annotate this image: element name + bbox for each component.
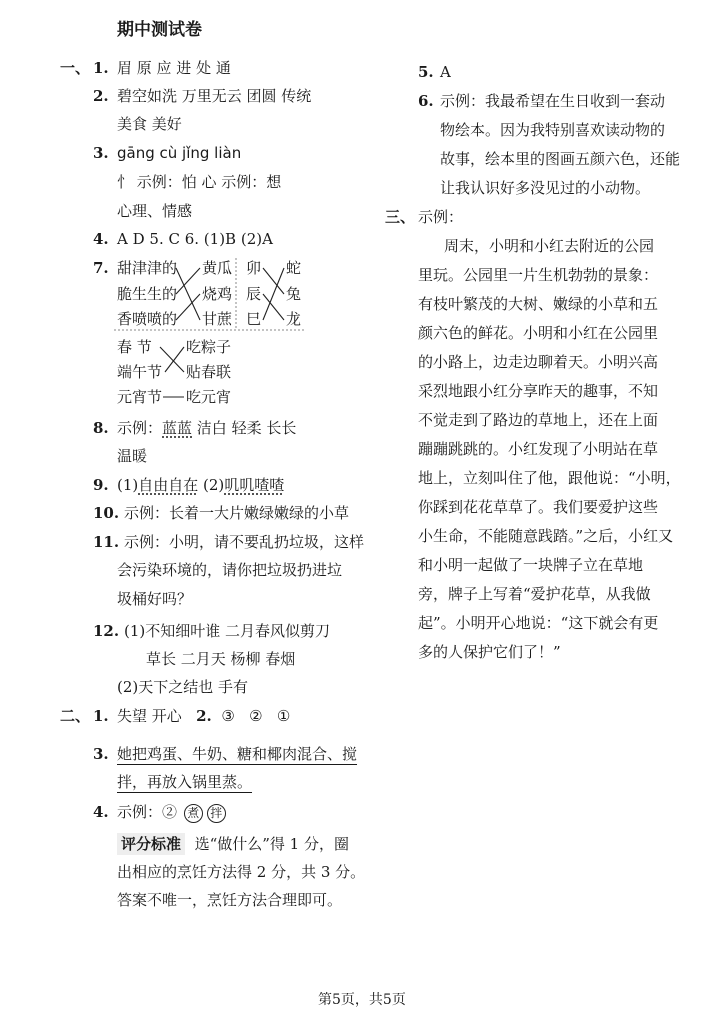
q11-number: 11. bbox=[93, 533, 120, 551]
match-line bbox=[176, 268, 200, 320]
q12-answer-line3: (2)天下之结也 手有 bbox=[117, 678, 249, 696]
q2-number: 2. bbox=[93, 87, 109, 105]
q7-right-item: 黄瓜 bbox=[202, 259, 233, 277]
q10-answer: 示例：长着一大片嫩绿嫩绿的小草 bbox=[124, 504, 350, 522]
q7-zodiac-left: 卯 bbox=[246, 259, 262, 277]
q8-answer: 示例：蓝蓝 洁白 轻柔 长长 bbox=[117, 419, 297, 437]
q8-number: 8. bbox=[93, 419, 109, 437]
q11-answer-line1: 示例：小明，请不要乱扔垃圾，这样 bbox=[124, 533, 365, 551]
grading-criteria-line3: 答案不唯一，烹饪方法合理即可。 bbox=[117, 891, 343, 909]
match-line bbox=[263, 294, 284, 320]
page-footer: 第5页，共5页 bbox=[318, 992, 406, 1008]
essay-line: 旁，牌子上写着“爱护花草，从我做 bbox=[418, 585, 651, 603]
q12-answer-line2: 草长 二月天 杨柳 春烟 bbox=[146, 650, 296, 668]
section-marker-3: 三、 bbox=[385, 208, 416, 226]
section-marker-2: 二、 bbox=[60, 707, 91, 725]
q7-left-item: 甜津津的 bbox=[117, 259, 178, 277]
s2-q4-number: 4. bbox=[93, 803, 109, 821]
q5-answer: A bbox=[440, 63, 451, 81]
q2-answer-line2: 美食 美好 bbox=[117, 115, 182, 133]
q7-festival-left: 端午节 bbox=[117, 363, 163, 381]
q7-festival-right: 吃元宵 bbox=[186, 388, 232, 406]
q6-number: 6. bbox=[418, 92, 434, 110]
essay-line: 多的人保护它们了！” bbox=[418, 643, 561, 661]
q9-number: 9. bbox=[93, 476, 109, 494]
essay-line: 不觉走到了路边的草地上，还在上面 bbox=[418, 411, 659, 429]
essay-line: 小生命，不能随意践踏。”之后，小红又 bbox=[418, 527, 674, 545]
essay-line: 周末，小明和小红去附近的公园 bbox=[444, 237, 655, 255]
essay-line: 里玩。公园里一片生机勃勃的景象： bbox=[418, 266, 659, 284]
essay-line: 的小路上，边走边聊着天。小明兴高 bbox=[418, 353, 659, 371]
q12-answer-line1: (1)不知细叶谁 二月春风似剪刀 bbox=[124, 622, 331, 640]
essay-line: 地上，立刻叫住了他，跟他说：“小明， bbox=[418, 469, 681, 487]
s2-q4-answer: 示例：② 煮 拌 bbox=[117, 802, 228, 823]
match-line bbox=[263, 268, 284, 320]
q7-zodiac-right: 蛇 bbox=[286, 259, 302, 277]
q3-pinyin: gāng cù jǐng liàn bbox=[117, 144, 242, 162]
grading-criteria-line1: 评分标准 选“做什么”得 1 分，圈 bbox=[117, 834, 349, 854]
essay-line: 和小明一起做了一块牌子立在草地 bbox=[418, 556, 644, 574]
q3-answer-line2: 忄 示例：怕 心 示例：想 bbox=[117, 173, 282, 191]
s2-q3-answer-line2: 拌，再放入锅里蒸。 bbox=[117, 773, 253, 791]
q6-answer-line1: 示例：我最希望在生日收到一套动 bbox=[440, 92, 666, 110]
q6-answer-line3: 故事，绘本里的图画五颜六色，还能 bbox=[440, 150, 681, 168]
s2-q1-number: 1. bbox=[93, 707, 109, 725]
match-line bbox=[263, 268, 284, 294]
q1-number: 1. bbox=[93, 59, 109, 77]
q9-answer: (1)自由自在 (2)叽叽喳喳 bbox=[117, 476, 285, 494]
section-marker-1: 一、 bbox=[60, 59, 91, 77]
q7-zodiac-right: 兔 bbox=[286, 285, 302, 303]
q7-festival-right: 吃粽子 bbox=[186, 338, 232, 356]
q7-right-item: 烧鸡 bbox=[202, 285, 233, 303]
q5-number: 5. bbox=[418, 63, 434, 81]
q7-festival-left: 春 节 bbox=[117, 338, 152, 356]
s3-label: 示例： bbox=[418, 208, 464, 226]
s2-q3-number: 3. bbox=[93, 745, 109, 763]
essay-line: 蹦蹦跳跳的。小红发现了小明站在草 bbox=[418, 440, 659, 458]
q7-festival-left: 元宵节 bbox=[117, 388, 163, 406]
q7-zodiac-right: 龙 bbox=[286, 310, 302, 328]
q7-number: 7. bbox=[93, 259, 109, 277]
q2-answer-line1: 碧空如洗 万里无云 团圆 传统 bbox=[117, 87, 312, 105]
q4-number: 4. bbox=[93, 230, 109, 248]
q10-number: 10. bbox=[93, 504, 120, 522]
q3-answer-line3: 心理、情感 bbox=[117, 202, 193, 220]
q4-answer: A D 5. C 6. (1)B (2)A bbox=[117, 230, 273, 248]
s2-q3-answer-line1: 她把鸡蛋、牛奶、糖和椰肉混合、搅 bbox=[117, 745, 358, 763]
q7-left-item: 香喷喷的 bbox=[117, 310, 178, 328]
essay-line: 你踩到花花草草了。我们要爱护这些 bbox=[418, 498, 659, 516]
q12-number: 12. bbox=[93, 622, 120, 640]
circled-answer: 拌 bbox=[207, 804, 226, 823]
q8-answer-line2: 温暖 bbox=[117, 447, 148, 465]
essay-line: 起”。小明开心地说：“这下就会有更 bbox=[418, 614, 659, 632]
grading-label: 评分标准 bbox=[117, 833, 185, 855]
q1-answer: 眉 原 应 进 处 通 bbox=[117, 59, 231, 77]
q11-answer-line3: 圾桶好吗？ bbox=[117, 590, 193, 608]
circled-answer: 煮 bbox=[184, 804, 203, 823]
q7-zodiac-left: 辰 bbox=[246, 285, 262, 303]
q6-answer-line4: 让我认识好多没见过的小动物。 bbox=[440, 179, 651, 197]
q7-left-item: 脆生生的 bbox=[117, 285, 178, 303]
essay-line: 颜六色的鲜花。小明和小红在公园里 bbox=[418, 324, 659, 342]
essay-line: 有枝叶繁茂的大树、嫩绿的小草和五 bbox=[418, 295, 659, 313]
q7-right-item: 甘蔗 bbox=[202, 310, 233, 328]
match-line bbox=[176, 294, 200, 320]
q7-zodiac-left: 巳 bbox=[246, 310, 262, 328]
q11-answer-line2: 会污染环境的，请你把垃圾扔进垃 bbox=[117, 561, 343, 579]
s2-q1-answer: 失望 开心 2. ③ ② ① bbox=[117, 707, 291, 725]
essay-line: 采烈地跟小红分享昨天的趣事，不知 bbox=[418, 382, 659, 400]
q6-answer-line2: 物绘本。因为我特别喜欢读动物的 bbox=[440, 121, 666, 139]
q7-festival-right: 贴春联 bbox=[186, 363, 232, 381]
q3-number: 3. bbox=[93, 144, 109, 162]
grading-criteria-line2: 出相应的烹饪方法得 2 分，共 3 分。 bbox=[117, 863, 366, 881]
match-line bbox=[176, 268, 200, 294]
match-line bbox=[160, 347, 184, 372]
page-title: 期中测试卷 bbox=[117, 20, 202, 40]
